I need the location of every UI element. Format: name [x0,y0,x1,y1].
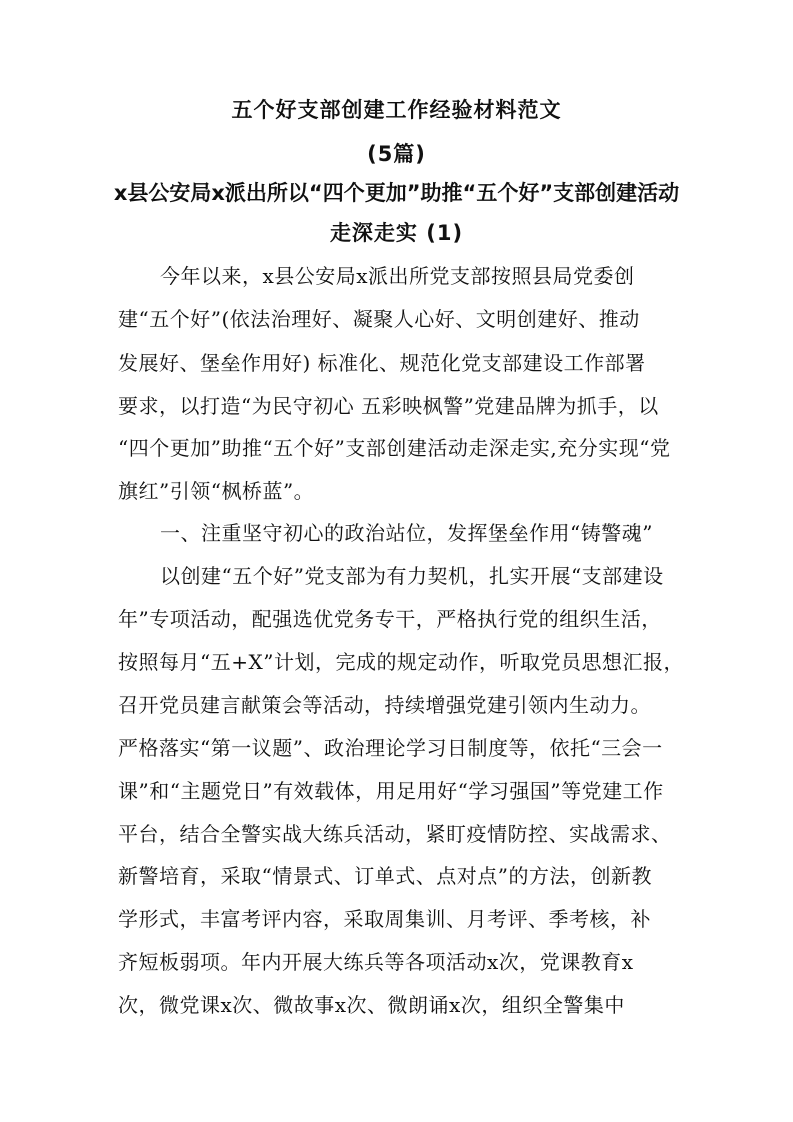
paragraph-line: 以创建“五个好”党支部为有力契机，扎实开展“支部建设 [160,564,664,588]
paragraph-line: 要求，以打造“为民守初心 五彩映枫警”党建品牌为抓手，以 [118,394,659,418]
paragraph-line: 建“五个好”(依法治理好、凝聚人心好、文明创建好、推动 [118,307,640,331]
paragraph-line: 平台，结合全警实战大练兵活动，紧盯疫情防控、实战需求、 [118,822,672,846]
paragraph-line: 按照每月“五+X”计划，完成的规定动作，听取党员思想汇报， [118,650,684,674]
document-title: 五个好支部创建工作经验材料范文 [231,98,562,122]
paragraph-line: 今年以来，x县公安局x派出所党支部按照县局党委创 [160,264,635,288]
section-heading: 一、注重坚守初心的政治站位，发挥堡垒作用“铸警魂” [160,521,653,545]
paragraph-line: 次，微党课x次、微故事x次、微朗诵x次，组织全警集中 [118,993,625,1017]
paragraph-line: 召开党员建言献策会等活动，持续增强党建引领内生动力。 [118,693,651,717]
document-subtitle-count: (5篇) [367,142,426,166]
paragraph-line: 齐短板弱项。年内开展大练兵等各项活动x次，党课教育x [118,950,634,974]
paragraph-line: 发展好、堡垒作用好) 标准化、规范化党支部建设工作部署 [118,351,646,375]
article-heading-line-1: x县公安局x派出所以“四个更加”助推“五个好”支部创建活动 [113,181,680,205]
paragraph-line: “四个更加”助推“五个好”支部创建活动走深走实,充分实现“党 [118,436,671,460]
paragraph-line: 新警培育，采取“情景式、订单式、点对点”的方法，创新教 [118,864,652,888]
paragraph-line: 旗红”引领“枫桥蓝”。 [118,479,315,503]
paragraph-line: 学形式，丰富考评内容，采取周集训、月考评、季考核，补 [118,907,651,931]
paragraph-line: 严格落实“第一议题”、政治理论学习日制度等，依托“三会一 [118,736,663,760]
paragraph-line: 年”专项活动，配强选优党务专干，严格执行党的组织生活， [118,607,662,631]
paragraph-line: 课”和“主题党日”有效载体，用足用好“学习强国”等党建工作 [118,779,664,803]
article-heading-line-2: 走深走实 (1) [329,221,464,245]
